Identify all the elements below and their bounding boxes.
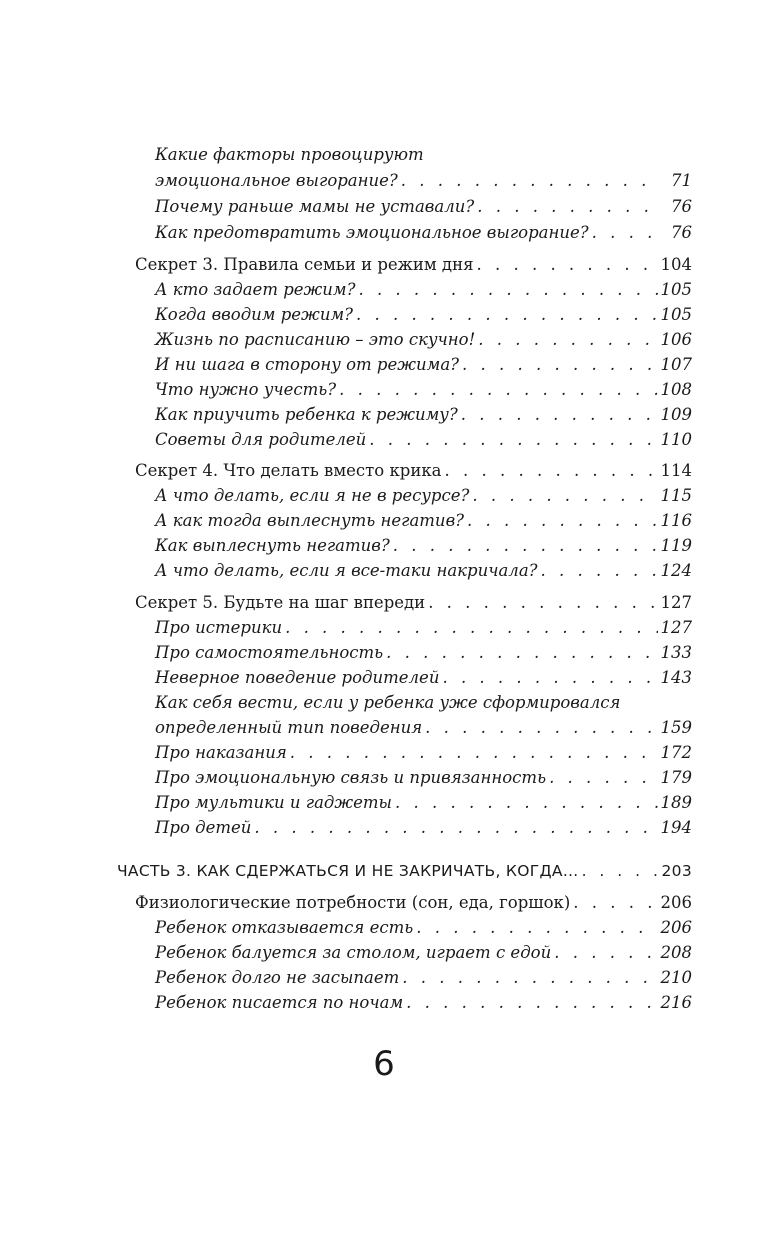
dot-leader xyxy=(592,220,659,246)
toc-entry xyxy=(155,640,692,666)
dot-leader xyxy=(549,765,657,791)
page-number: 6 xyxy=(373,1044,395,1084)
toc-entry-page: 143 xyxy=(660,668,692,687)
dot-leader xyxy=(478,327,657,353)
toc-entry xyxy=(155,427,692,453)
dot-leader xyxy=(442,665,657,691)
toc-entry-page: 116 xyxy=(660,511,692,530)
dot-leader xyxy=(285,615,657,641)
toc-entry-page: 216 xyxy=(660,993,692,1012)
toc-entry-page: 206 xyxy=(660,918,692,937)
toc-entry-title: И ни шага в сторону от режима? xyxy=(155,355,460,374)
toc-entry-page: 203 xyxy=(661,862,692,880)
toc-entry-page: 107 xyxy=(660,355,692,374)
toc-entry xyxy=(155,965,692,991)
dot-leader xyxy=(467,508,657,534)
dot-leader xyxy=(290,740,658,766)
toc-entry-title: Ребенок балуется за столом, играет с едой xyxy=(155,943,552,962)
toc-entry xyxy=(155,533,692,559)
toc-entry-title: ЧАСТЬ 3. КАК СДЕРЖАТЬСЯ И НЕ ЗАКРИЧАТЬ, КОГДА… xyxy=(117,862,579,880)
dot-leader xyxy=(393,533,658,559)
dot-leader xyxy=(573,890,657,916)
toc-entry-page: 179 xyxy=(660,768,692,787)
dot-leader xyxy=(541,558,658,584)
dot-leader xyxy=(582,858,659,884)
toc-entry-page: 109 xyxy=(660,405,692,424)
toc-entry xyxy=(155,915,692,941)
toc-entry-title: Как себя вести, если у ребенка уже сформировался xyxy=(155,693,621,712)
toc-entry-page: 119 xyxy=(660,536,692,555)
toc-entry xyxy=(155,740,692,766)
toc-entry-page: 76 xyxy=(671,197,692,216)
toc-entry-title: Про эмоциональную связь и привязанность xyxy=(155,768,547,787)
toc-entry-page: 189 xyxy=(660,793,692,812)
toc-entry-title: Как предотвратить эмоциональное выгорание? xyxy=(155,223,589,242)
toc-entry-page: 194 xyxy=(660,818,692,837)
dot-leader xyxy=(462,352,657,378)
toc-entry xyxy=(155,665,692,691)
toc-entry xyxy=(155,194,692,220)
toc-entry xyxy=(155,220,692,246)
toc-entry-title: Жизнь по расписанию – это скучно! xyxy=(155,330,476,349)
toc-entry-title: Про мультики и гаджеты xyxy=(155,793,392,812)
toc-entry-title: Про наказания xyxy=(155,743,287,762)
toc-entry-page: 110 xyxy=(660,430,692,449)
toc-entry-title: Про истерики xyxy=(155,618,283,637)
dot-leader xyxy=(406,990,657,1016)
toc-entry-title: Что нужно учесть? xyxy=(155,380,337,399)
toc-entry-page: 127 xyxy=(660,593,692,612)
toc-entry-title: А кто задает режим? xyxy=(155,280,356,299)
toc-entry-title: Почему раньше мамы не уставали? xyxy=(155,197,475,216)
toc-entry-title: Как приучить ребенка к режиму? xyxy=(155,405,458,424)
dot-leader xyxy=(339,377,657,403)
toc-entry-title: Ребенок отказывается есть xyxy=(155,918,414,937)
dot-leader xyxy=(445,458,658,484)
toc-entry xyxy=(155,302,692,328)
toc-entry xyxy=(155,352,692,378)
toc-entry xyxy=(155,402,692,428)
toc-entry-title: Секрет 3. Правила семьи и режим дня xyxy=(135,255,474,274)
toc-entry-title: определенный тип поведения xyxy=(155,718,423,737)
toc-entry-page: 127 xyxy=(660,618,692,637)
toc-section-entry xyxy=(135,890,692,916)
toc-entry-title: Какие факторы провоцируют xyxy=(155,145,424,164)
toc-section-entry xyxy=(135,590,692,616)
toc-entry-title: А что делать, если я все-таки накричала? xyxy=(155,561,538,580)
dot-leader xyxy=(401,168,659,194)
toc-entry-title: А как тогда выплеснуть негатив? xyxy=(155,511,465,530)
toc-entry xyxy=(155,715,692,741)
toc-entry xyxy=(155,483,692,509)
toc-entry-page: 124 xyxy=(660,561,692,580)
dot-leader xyxy=(386,640,657,666)
toc-entry-title: Неверное поведение родителей xyxy=(155,668,440,687)
toc-entry-title: Про самостоятельность xyxy=(155,643,384,662)
toc-entry xyxy=(155,277,692,303)
toc-entry-title: Физиологические потребности (сон, еда, горшок) xyxy=(135,893,571,912)
toc-part-entry xyxy=(117,858,692,884)
toc-entry-page: 71 xyxy=(671,171,692,190)
toc-entry xyxy=(155,765,692,791)
toc-entry-page: 159 xyxy=(660,718,692,737)
toc-entry-title: Секрет 4. Что делать вместо крика xyxy=(135,461,442,480)
toc-entry-page: 106 xyxy=(660,330,692,349)
toc-section-entry xyxy=(135,458,692,484)
toc-entry-title: Когда вводим режим? xyxy=(155,305,353,324)
toc-entry-page: 105 xyxy=(660,280,692,299)
toc-entry-page: 76 xyxy=(671,223,692,242)
toc-entry xyxy=(155,377,692,403)
toc-entry xyxy=(155,990,692,1016)
toc-entry xyxy=(155,168,692,194)
toc-entry-title: эмоциональное выгорание? xyxy=(155,171,398,190)
dot-leader xyxy=(554,940,657,966)
dot-leader xyxy=(461,402,658,428)
toc-entry-page: 108 xyxy=(660,380,692,399)
toc-entry xyxy=(155,327,692,353)
dot-leader xyxy=(428,590,657,616)
dot-leader xyxy=(356,302,658,328)
toc-entry xyxy=(155,615,692,641)
toc-entry-page: 114 xyxy=(660,461,692,480)
toc-entry xyxy=(155,815,692,841)
dot-leader xyxy=(425,715,657,741)
dot-leader xyxy=(395,790,658,816)
toc-entry-page: 115 xyxy=(660,486,692,505)
toc-entry xyxy=(155,790,692,816)
toc-section-entry xyxy=(135,252,692,278)
toc-entry-page: 208 xyxy=(660,943,692,962)
toc-entry xyxy=(155,558,692,584)
toc-entry xyxy=(155,940,692,966)
dot-leader xyxy=(472,483,657,509)
toc-entry-title: Про детей xyxy=(155,818,252,837)
dot-leader xyxy=(402,965,657,991)
toc-entry-title: Секрет 5. Будьте на шаг впереди xyxy=(135,593,426,612)
toc-entry xyxy=(155,690,692,716)
dot-leader xyxy=(358,277,657,303)
dot-leader xyxy=(416,915,657,941)
dot-leader xyxy=(254,815,657,841)
toc-entry-title: Как выплеснуть негатив? xyxy=(155,536,390,555)
dot-leader xyxy=(477,194,659,220)
toc-entry xyxy=(155,508,692,534)
toc-entry-page: 133 xyxy=(660,643,692,662)
toc-entry-page: 172 xyxy=(660,743,692,762)
toc-entry-page: 206 xyxy=(660,893,692,912)
toc-entry-page: 105 xyxy=(660,305,692,324)
toc-entry-page: 104 xyxy=(660,255,692,274)
toc-entry-title: Ребенок долго не засыпает xyxy=(155,968,400,987)
toc-entry-title: Ребенок писается по ночам xyxy=(155,993,404,1012)
toc-entry-page: 210 xyxy=(660,968,692,987)
toc-entry xyxy=(155,142,692,168)
toc-entry-title: Советы для родителей xyxy=(155,430,367,449)
dot-leader xyxy=(369,427,657,453)
dot-leader xyxy=(476,252,657,278)
toc-entry-title: А что делать, если я не в ресурсе? xyxy=(155,486,470,505)
